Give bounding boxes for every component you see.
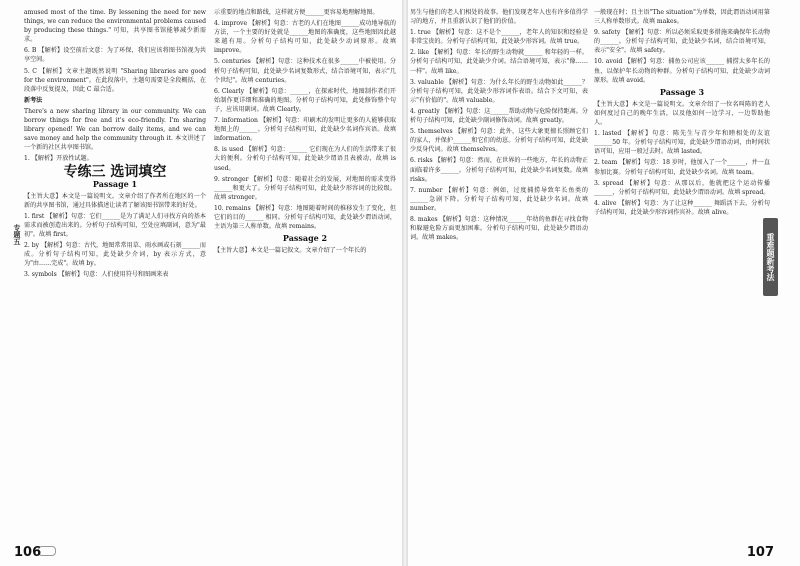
left-column-1 [24,8,206,554]
right-c2-para-4: 【主旨大意】本文是一篇说明文。文章介绍了一位名叫陈的老人如何度过自己的晚年生活，以及他如何一边学习，一边帮助他人。 [594,100,770,127]
left-c1-para-2: 6. B 【解析】设空前后文意：为了环保，我们应该将图书馆视为共享空间。 [24,47,206,64]
left-c1b-para-4: 3. symbols 【解析】句意：人们使用符号和图画来表 [24,271,169,279]
left-column-2 [214,8,396,554]
right-c2-para-8: 4. alive 【解析】句意：为了让这种______ 舞蹈活下去，分析句子结构可知，此处缺少形容词作宾补。故填 alive。 [594,199,770,216]
right-column-2 [594,8,770,554]
left-side-label: 专题五 [13,224,21,245]
left-c1b-para-2: 1. first 【解析】句意：它们______是为了满足人们寻找方向的基本需求而被创造出来的。分析句子结构可知，空处应填副词，意为"最初"。故填 first。 [24,212,206,239]
right-c1-para-2: 1. true 【解析】句意：这不是个______，老年人的知识和经验是非常宝贵的。分析句子结构可知，此处缺少形容词。故填 true。 [410,29,588,46]
left-c2-para-8: 10. remains 【解析】句意：地图随着时间的推移发生了变化，但它们的目的______ 相同。分析句子结构可知，此处缺少谓语动词，主语为第三人称单数。故填 remains。 [214,204,396,231]
right-c2-para-6: 2. team 【解析】句意：18 岁时，他加入了一个______，并一直参加比赛。分析句子结构可知，此处缺少名词。故填 team。 [594,159,770,176]
left-c2-para-3: 5. centuries 【解析】句意：这种技术在很多______中被使用。分析句子结构可知，此处缺少名词复数形式，结合语境可知，表示"几个世纪"。故填 centuries。 [214,58,396,84]
right-c1-para-9: 8. makes 【解析】句意：这种情况______年幼的鱼群在寻找食物和躲避危险方面更加困难。分析句子结构可知，此处缺少谓语动词。故填 makes。 [410,215,588,242]
left-c2-para-6: 8. is used 【解析】句意：______ 它们现在为人们的生活带来了很大的便利。分析句子结构可知，此处缺少谓语且表被动，故填 is used。 [214,146,396,172]
passage-2-title: Passage 2 [282,233,328,244]
right-c1-para-1: 男生与他们的老人们相处的故事。他们发现老年人也有许多值得学习的地方，并且重新认识了他们的价值。 [410,9,588,26]
right-page-number: 107 [746,545,774,560]
right-c2-para-2: 9. safety 【解析】句意：所以必须采取更多措施来确保年长动物的______。分析句子结构可知，此处缺少名词，结合语境可知，表示"安全"。故填 safety。 [594,29,770,55]
left-c2-para-2: 4. improve 【解析】句意：古老的人们在地图______成功地导航的方法，一个主要的好处就是______地图的准确度，这些地图因此越来越有用。分析句子结构可知，此处缺少动词原形。故填 improve。 [214,20,396,55]
left-page-number: 106 [14,545,42,560]
left-c1-subheading: 新考法 [24,96,43,104]
left-c1-para-4: There's a new sharing library in our community. We can borrow things for free and it's eco-friendly. I'm sharing library opened! We can borrow daily items, and we can save money and help the community through it. 本文讲述了一个新的社区共享图书馆。 [24,107,206,152]
passage-1-title: Passage 1 [92,178,138,189]
right-c1-para-5: 4. greatly 【解析】句意：这______帮助动物与危险保持距离。分析句子结构可知，此处缺少副词修饰动词。故填 greatly。 [410,107,588,125]
right-column-1 [410,8,588,554]
right-c2-para-5: 1. lasted 【解析】句意：陈先生与青少年和睦相处的友谊______50 年。分析句子结构可知，此处缺少谓语动词，由时间状语可知，应用一般过去时。故填 lasted。 [594,130,770,156]
left-c1-para-5: 1. 【解析】开放性试题。 [24,155,93,163]
left-c1b-para-1: 【主旨大意】本文是一篇说明文。文章介绍了作者所在地区的一个新的共享图书馆，通过具体描述让读者了解该图书馆带来的好处。 [24,192,206,209]
left-c2-para-5: 7. information 【解析】句意：印刷术的发明让更多的人能够获取地图上的______。分析句子结构可知，此处缺少名词作宾语。故填 information。 [214,117,396,143]
left-c2-para-1: 示重要的地点和路线，这样就方便______更容易地理解地图。 [214,9,379,16]
right-c2-para-7: 3. spread 【解析】句意：从那以后，他就把这个运动传播______，分析句子结构可知，此处缺少谓语动词。故填 spread。 [594,179,770,196]
right-c1-para-4: 3. valuable 【解析】句意：为什么年长的野生动物如此______？分析句子结构可知，此处缺少形容词作表语。结合下文可知，表示"有价值的"。故填 valuable。 [410,78,588,104]
right-page [408,8,780,560]
left-c1b-para-3: 2. by 【解析】句意：古代，地图常常用草、雨水画或石刻______而成。分析句子结构可知，此处缺少介词，by 表示方式，意为"由……完成"。故填 by。 [24,242,206,268]
left-c2b-para-1: 【主旨大意】本文是一篇记叙文。文章介绍了一个年长的 [214,247,367,255]
right-c1-para-8: 7. number 【解析】句意：例如，过度捕捞导致年长鱼类的______急剧下降。分析句子结构可知，此处缺少名词。故填 number。 [410,186,588,212]
right-c1-para-3: 2. like 【解析】句意：年长的野生动物就______ 和年轻的一样。分析句子结构可知，此处缺少介词。结合语境可知，表示"像……一样"。故填 like。 [410,49,588,75]
left-c1-para-3: 5. C 【解析】文章主题既然说明 "Sharing libraries are good for the environment"。在此段落中，主题句需要是全段概括，在段落中反复提及，因此 C 最合适。 [24,67,206,93]
left-c2-para-7: 9. stronger 【解析】句意：随着社会的发展，对地图的需求变得______和更大了。分析句子结构可知，此处缺少形容词的比较级。故填 stronger。 [214,175,396,201]
left-c1-para-1: amused most of the time. By lessening the need for new things, we can reduce the environmental problems caused by producing these things." 可知，共享图书馆能够减少新需求。 [24,9,206,44]
section-title: 专练三 选词填空 [63,163,167,180]
right-c1-para-6: 5. themselves 【解析】句意：此外，这些大象更擅长照顾它们的家人，并保护______和它们的幼崽。分析句子结构可知，此处缺少反身代词。故填 themselves。 [410,128,588,154]
right-c2-para-3: 10. avoid 【解析】句意：捕鱼公司应该______ 捕捞太多年长的鱼，以保护年长动物的种群。分析句子结构可知，此处缺少动词原形。故填 avoid。 [594,58,770,84]
passage-3-title: Passage 3 [659,86,705,97]
right-c1-para-7: 6. risks 【解析】句意：然而，在世界的一些地方，年长的动物正面临着许多______。分析句子结构可知，此处缺少名词复数。故填 risks。 [410,157,588,183]
side-badge: 重难题新考法 [763,218,778,296]
right-c2-para-1: 一般现在时；且主语"The situation"为单数，因此谓语动词用第三人称单数形式。故填 makes。 [594,9,770,26]
left-page [12,8,402,560]
left-c2-para-4: 6. Clearly 【解析】句意：______，在探索时代，地图制作者们开始制作更详细和准确的地图。分析句子结构可知，此处修饰整个句子，应该用副词。故填 Clearly。 [214,87,396,113]
